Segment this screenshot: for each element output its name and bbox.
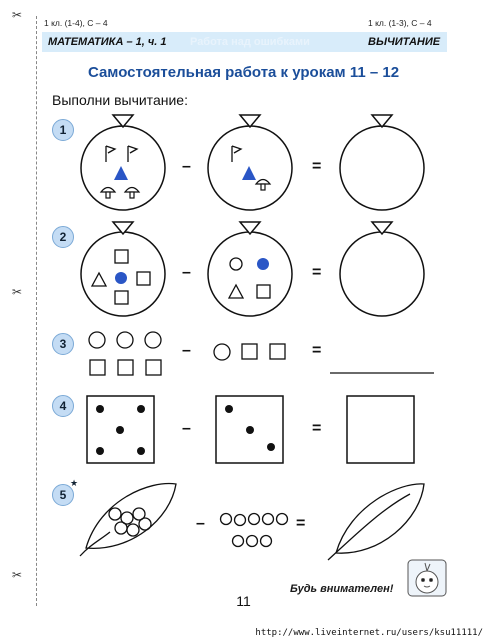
square-icon <box>137 272 150 285</box>
triangle-icon <box>229 285 243 298</box>
circle-frame-1c <box>340 115 424 210</box>
star-icon: ★ <box>70 478 79 488</box>
circle-frame-2a <box>81 222 165 316</box>
scissors-icon: ✂ <box>12 568 23 582</box>
minus-sign: – <box>182 158 191 175</box>
scissors-icon: ✂ <box>12 285 23 299</box>
task-number: 1 <box>52 119 74 141</box>
triangle-icon <box>242 166 256 180</box>
flag-icon <box>128 146 137 162</box>
equals-sign: = <box>312 158 322 175</box>
equals-sign: = <box>312 420 322 437</box>
minus-sign: – <box>182 342 191 359</box>
scissors-icon: ✂ <box>12 8 23 22</box>
circle-frame-1b <box>208 115 292 210</box>
circle-icon <box>257 258 269 270</box>
square-icon <box>115 250 128 263</box>
equals-sign: = <box>312 342 322 359</box>
minus-sign: – <box>182 264 191 281</box>
page-title: Самостоятельная работа к урокам 11 – 12 <box>87 64 400 81</box>
flag-icon <box>232 146 241 162</box>
task-number: 3 <box>52 333 74 355</box>
task-number: 5 <box>52 484 74 506</box>
circle-frame-2c <box>340 222 424 316</box>
pea-pod-icon <box>328 484 424 560</box>
source-url: http://www.liveinternet.ru/users/ksu11111/ <box>255 628 483 638</box>
square-icon <box>115 291 128 304</box>
attention-note: Будь внимателен! <box>290 583 394 595</box>
equals-sign: = <box>296 515 306 532</box>
task-number: 2 <box>52 226 74 248</box>
task-number: 4 <box>52 395 74 417</box>
minus-sign: – <box>196 515 205 532</box>
triangle-icon <box>114 166 128 180</box>
pea-pod-icon <box>80 484 176 556</box>
mushroom-icon <box>256 180 270 191</box>
onion-mascot-icon <box>408 560 446 596</box>
topic-title: ВЫЧИТАНИЕ <box>368 36 441 48</box>
triangle-icon <box>92 273 106 286</box>
subject-title: МАТЕМАТИКА – 1, ч. 1 <box>48 36 167 48</box>
page-number: 11 <box>236 593 251 609</box>
circle-icon <box>115 272 127 284</box>
equals-sign: = <box>312 264 322 281</box>
square-icon <box>257 285 270 298</box>
circle-frame-2b <box>208 222 292 316</box>
header-code-left: 1 кл. (1-4), С – 4 <box>44 18 108 28</box>
circle-icon <box>230 258 242 270</box>
minus-sign: – <box>182 420 191 437</box>
peas-group <box>221 514 288 547</box>
header-code-right: 1 кл. (1-3), С – 4 <box>368 18 432 28</box>
instruction: Выполни вычитание: <box>52 92 188 108</box>
mushroom-icon <box>125 188 139 199</box>
circle-frame-1a <box>81 115 165 210</box>
mushroom-icon <box>101 188 115 199</box>
answer-box <box>347 396 414 463</box>
band-watermark: Работа над ошибками <box>190 36 310 48</box>
flag-icon <box>106 146 115 162</box>
